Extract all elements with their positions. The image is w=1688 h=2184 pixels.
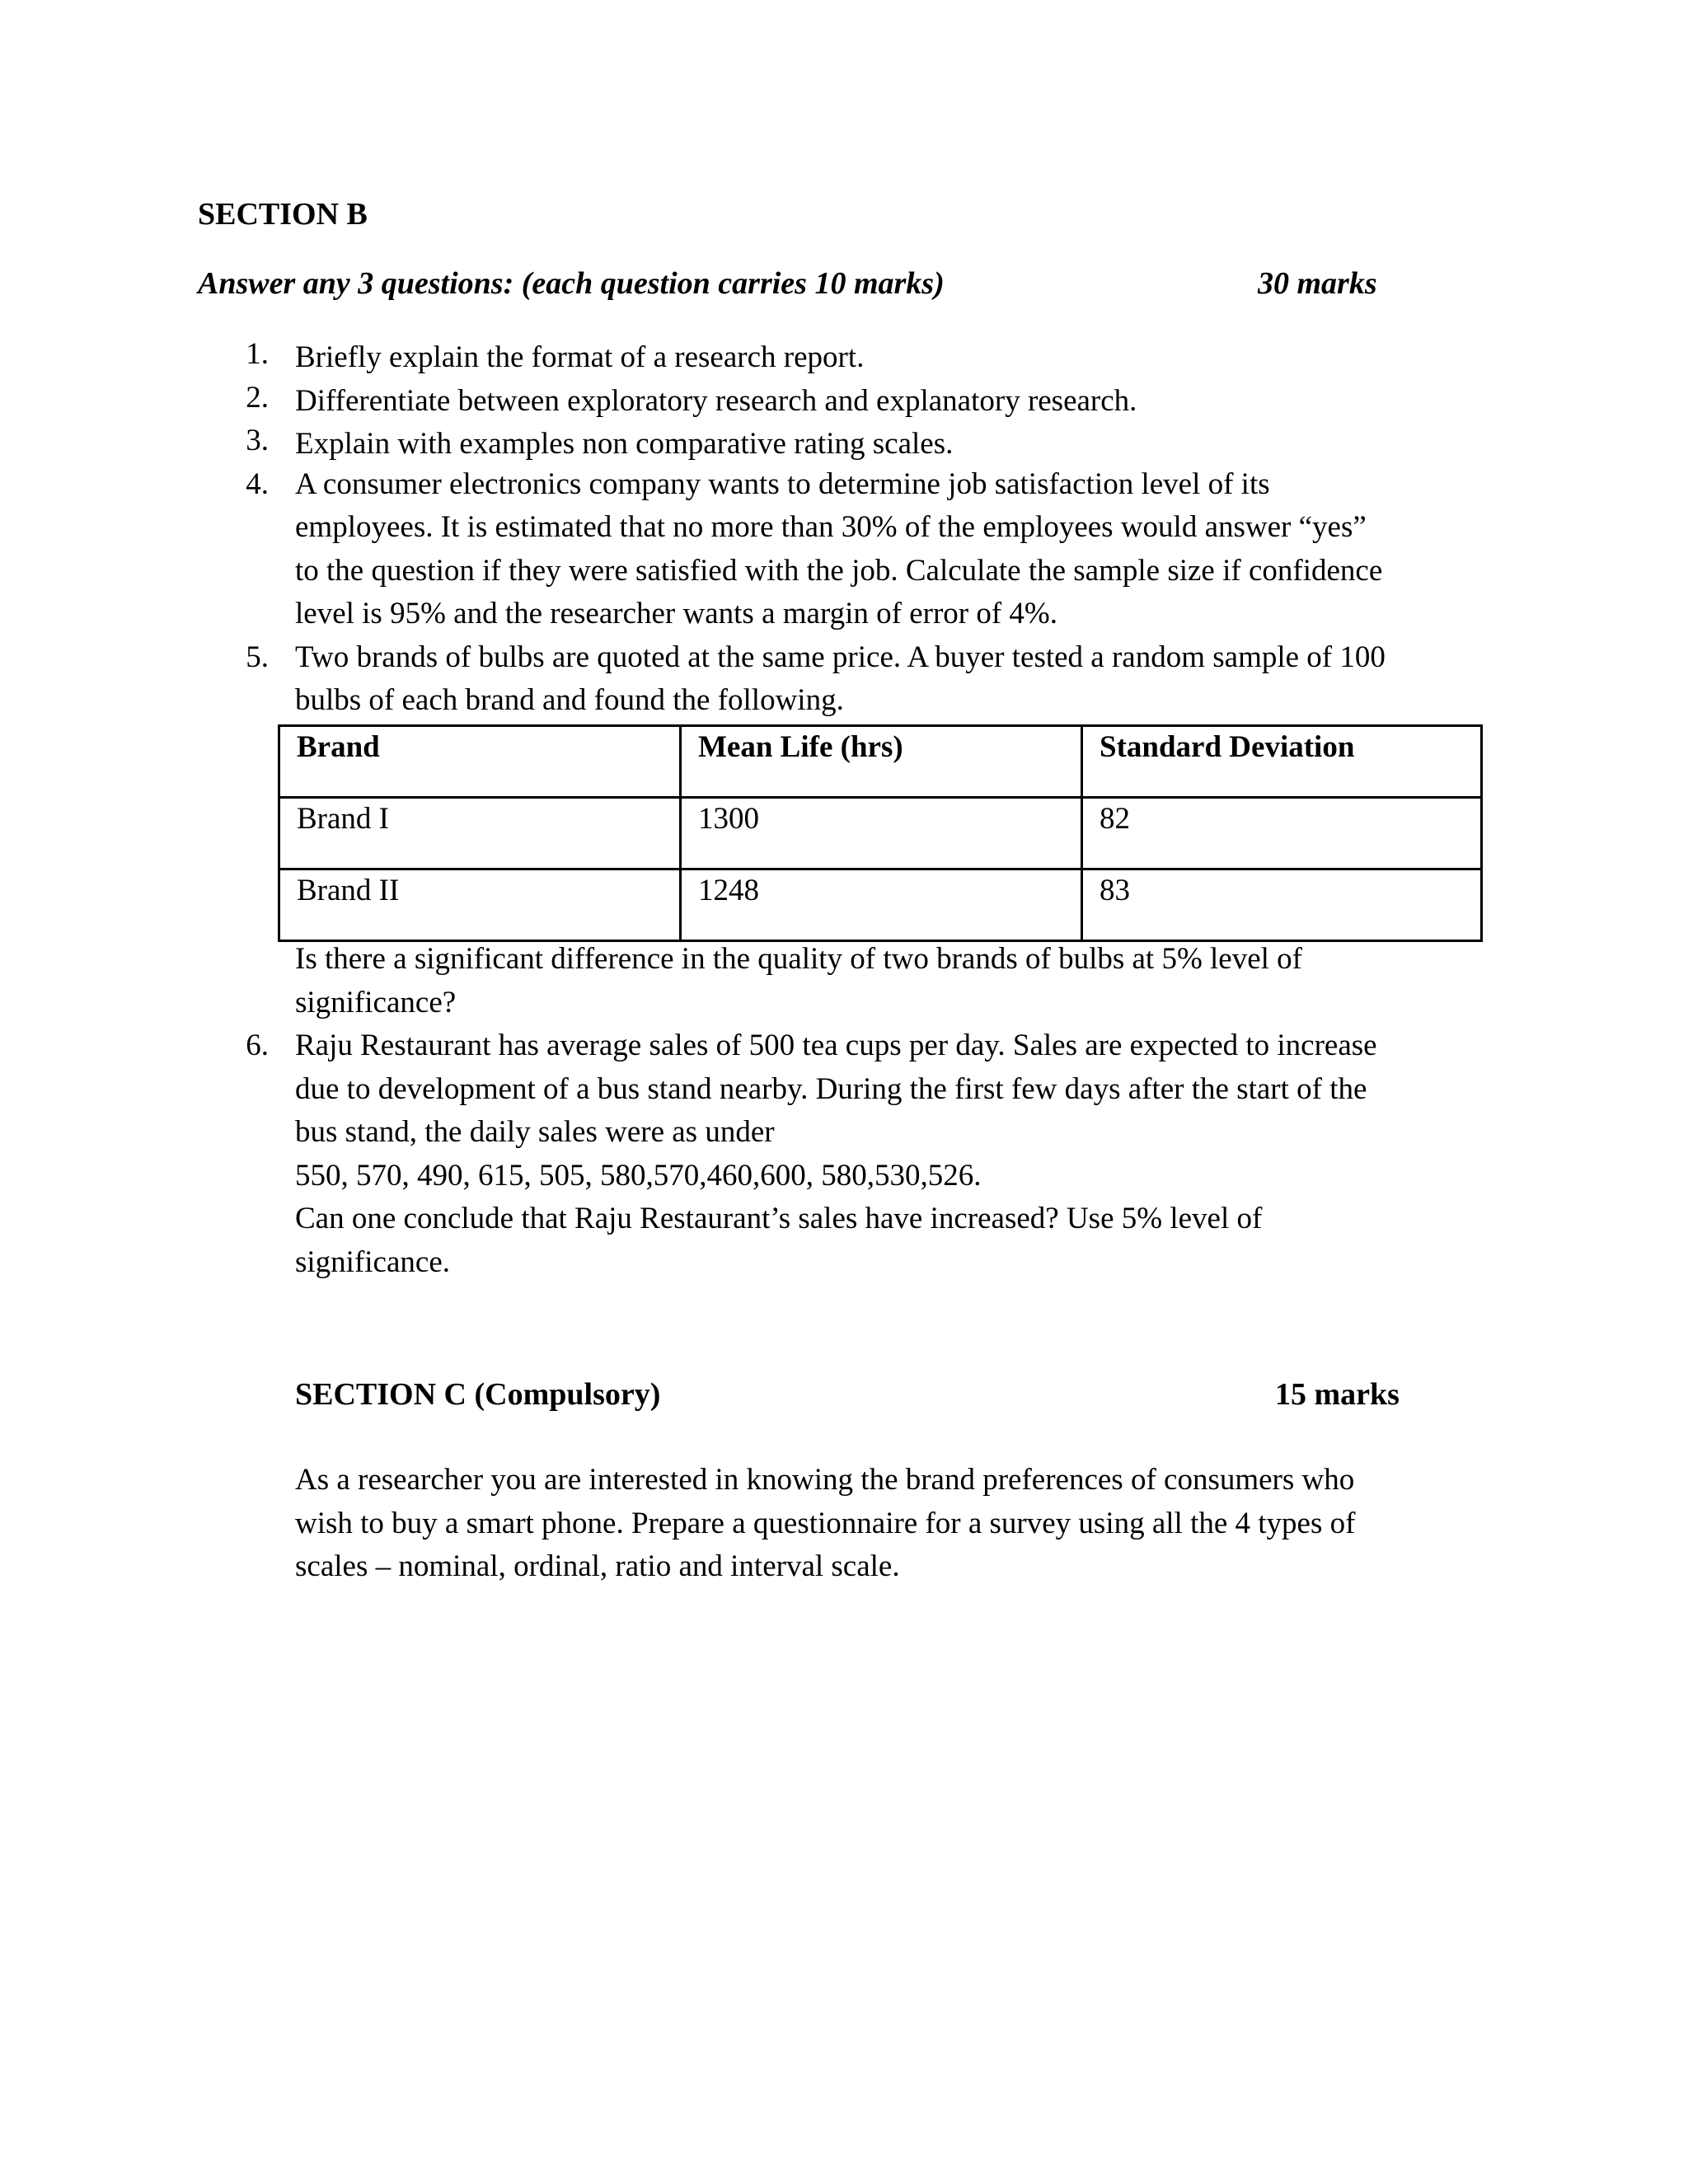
section-c-line: scales – nominal, ordinal, ratio and interval scale. <box>295 1549 900 1583</box>
table-cell: 1248 <box>681 869 1082 941</box>
table-header-cell: Standard Deviation <box>1082 726 1482 798</box>
question-text: Explain with examples non comparative rating scales. <box>295 427 954 461</box>
question-number: 5. <box>246 640 269 674</box>
question-line: significance? <box>295 986 457 1019</box>
question-number: 4. <box>246 467 269 501</box>
question-line: Two brands of bulbs are quoted at the same price. A buyer tested a random sample of 100 <box>295 640 1386 674</box>
table-header-row <box>279 726 1482 798</box>
question-line: significance. <box>295 1245 450 1279</box>
question-line: Can one conclude that Raju Restaurant’s sales have increased? Use 5% level of <box>295 1202 1263 1235</box>
question-line: employees. It is estimated that no more than 30% of the employees would answer “yes” <box>295 510 1367 544</box>
question-line: bulbs of each brand and found the following. <box>295 683 844 717</box>
question-line: bus stand, the daily sales were as under <box>295 1115 775 1149</box>
question-number: 6. <box>246 1029 269 1062</box>
question-line: Is there a significant difference in the quality of two brands of bulbs at 5% level of <box>295 942 1302 976</box>
section-c-line: As a researcher you are interested in knowing the brand preferences of consumers who <box>295 1463 1355 1497</box>
question-number: 1. <box>246 337 269 371</box>
question-line: level is 95% and the researcher wants a margin of error of 4%. <box>295 597 1057 630</box>
question-line: 550, 570, 490, 615, 505, 580,570,460,600, 580,530,526. <box>295 1159 982 1193</box>
question-line: A consumer electronics company wants to determine job satisfaction level of its <box>295 467 1270 501</box>
bulb-comparison-table <box>278 724 1483 942</box>
table-cell: 82 <box>1082 798 1482 869</box>
question-number: 2. <box>246 381 269 415</box>
section-c-heading: SECTION C (Compulsory) <box>295 1377 661 1412</box>
table-header-cell: Brand <box>279 726 681 798</box>
section-b-heading: SECTION B <box>198 197 368 232</box>
question-text: Briefly explain the format of a research report. <box>295 340 865 374</box>
section-c-line: wish to buy a smart phone. Prepare a questionnaire for a survey using all the 4 types of <box>295 1507 1356 1540</box>
table-row <box>279 798 1482 869</box>
section-b-marks: 30 marks <box>1258 266 1377 301</box>
table-cell: 1300 <box>681 798 1082 869</box>
question-number: 3. <box>246 424 269 457</box>
table-row <box>279 869 1482 941</box>
table-cell: 83 <box>1082 869 1482 941</box>
table-cell: Brand I <box>279 798 681 869</box>
question-line: Raju Restaurant has average sales of 500 tea cups per day. Sales are expected to increase <box>295 1029 1377 1062</box>
table-cell: Brand II <box>279 869 681 941</box>
question-line: due to development of a bus stand nearby. During the first few days after the start of the <box>295 1072 1367 1106</box>
question-line: to the question if they were satisfied with the job. Calculate the sample size if confidence <box>295 554 1383 588</box>
section-b-instruction: Answer any 3 questions: (each question carries 10 marks) <box>198 266 945 301</box>
question-text: Differentiate between exploratory research and explanatory research. <box>295 384 1137 418</box>
table-header-cell: Mean Life (hrs) <box>681 726 1082 798</box>
section-c-marks: 15 marks <box>1275 1377 1400 1412</box>
